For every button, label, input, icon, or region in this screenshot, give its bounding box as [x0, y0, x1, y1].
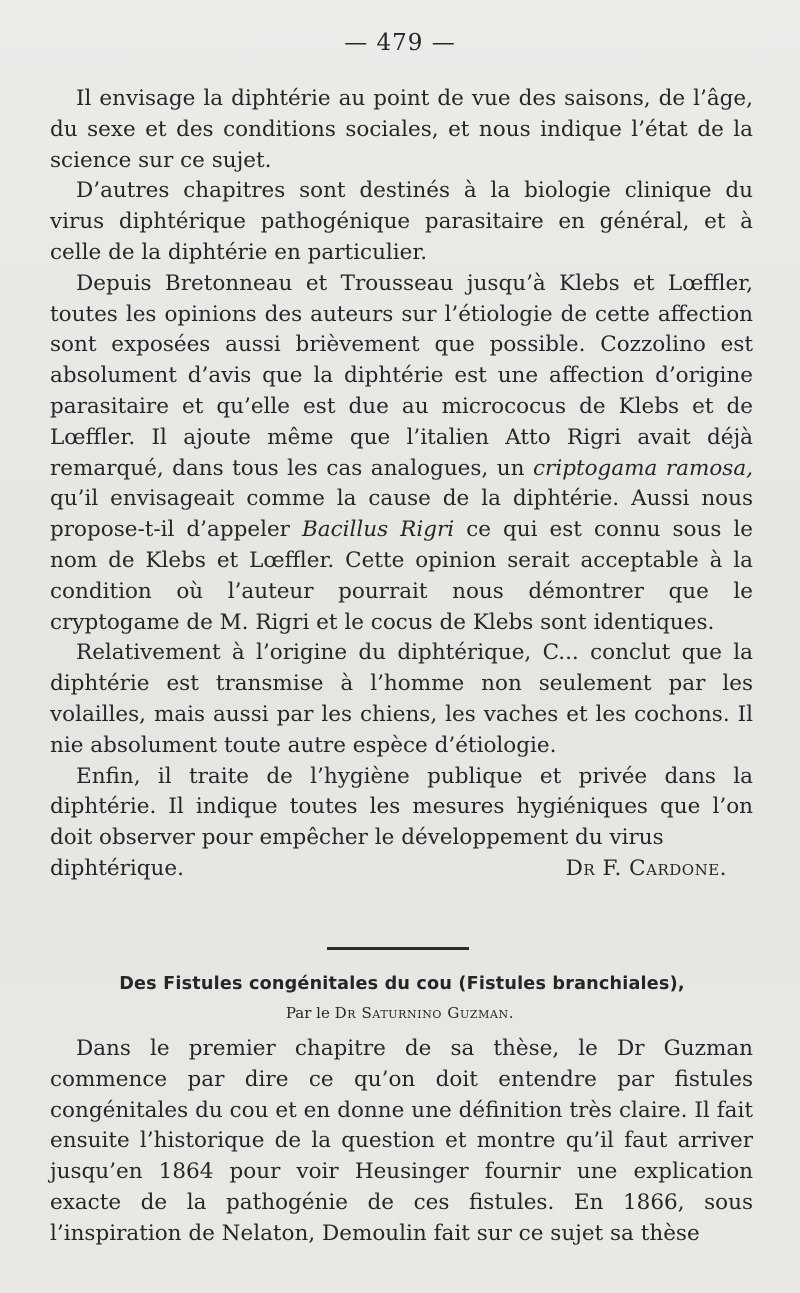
- article-paragraph-1: Dans le premier chapitre de sa thèse, le Dr Guzman commence par dire ce qu’on doit entendre par fistules congénitales du cou et en donne une définition très claire. Il fait ensuite l’historique de la question et montre qu’il faut arriver jusqu’en 1864 pour voir Heusinger fournir une explication exacte de la pathogénie de ces fistules. En 1866, sous l’inspiration de Nelaton, Demoulin fait sur ce sujet sa thèse: [50, 1036, 753, 1246]
- page-number: — 479 —: [344, 30, 456, 56]
- article-title: Des Fistules congénitales du cou (Fistules branchiales),: [119, 974, 685, 994]
- review-paragraph-2: D’autres chapitres sont destinés à la biologie clinique du virus diphtérique pathogénique parasitaire en général, et à celle de la diphtérie en particulier.: [50, 178, 753, 265]
- bacillus-rigri-phrase: Bacillus Rigri: [301, 517, 455, 543]
- review-final-word: diphtérique.: [50, 855, 184, 881]
- review-paragraph-3-text-c: ce qui est connu sous le nom de Klebs et Lœffler. Cette opinion serait acceptable à la condition où l’auteur pourrait nous démontrer que le cryptogame de M. Rigri et le cocus de Klebs sont identiques.: [50, 517, 753, 635]
- review-paragraph-4: Relativement à l’origine du diphtérique, C... conclut que la diphtérie est transmise à l’homme non seulement par les volailles, mais aussi par les chiens, les vaches et les cochons. Il nie absolument toute autre espèce d’étiologie.: [50, 640, 753, 758]
- byline-author: Dr Saturnino Guzman.: [334, 1004, 515, 1022]
- review-paragraph-1: Il envisage la diphtérie au point de vue des saisons, de l’âge, du sexe et des conditions sociales, et nous indique l’état de la science sur ce sujet.: [50, 86, 753, 173]
- review-signature-line: [50, 854, 727, 885]
- review-text: [50, 84, 753, 885]
- section-divider: [327, 947, 469, 950]
- review-paragraph-3: [50, 269, 753, 639]
- byline-prefix: Par le: [285, 1004, 330, 1022]
- article-byline: [0, 1001, 800, 1025]
- review-paragraph-3-text-b: qu’il envisageait comme la cause de la diphtérie. Aussi nous propose-t-il d’appeler: [50, 486, 753, 543]
- review-paragraph-3-text-a: Depuis Bretonneau et Trousseau jusqu’à Klebs et Lœffler, toutes les opinions des auteurs sur l’étiologie de cette affection sont exposées aussi brièvement que possible. Cozzolino est absolument d’avis que la diphtérie est une affection d’origine parasitaire et qu’elle est due au micrococus de Klebs et de Lœffler. Il ajoute même que l’italien Atto Rigri avait déjà remarqué, dans tous les cas analogues, un: [50, 270, 753, 481]
- review-paragraph-5: Enfin, il traite de l’hygiène publique et privée dans la diphtérie. Il indique toutes les mesures hygiéniques que l’on doit observer pour empêcher le développement du virus: [50, 763, 753, 851]
- article-text: [50, 1034, 753, 1250]
- criptogama-ramosa-phrase: criptogama ramosa,: [533, 455, 753, 481]
- review-signature: Dr F. Cardone.: [565, 855, 727, 881]
